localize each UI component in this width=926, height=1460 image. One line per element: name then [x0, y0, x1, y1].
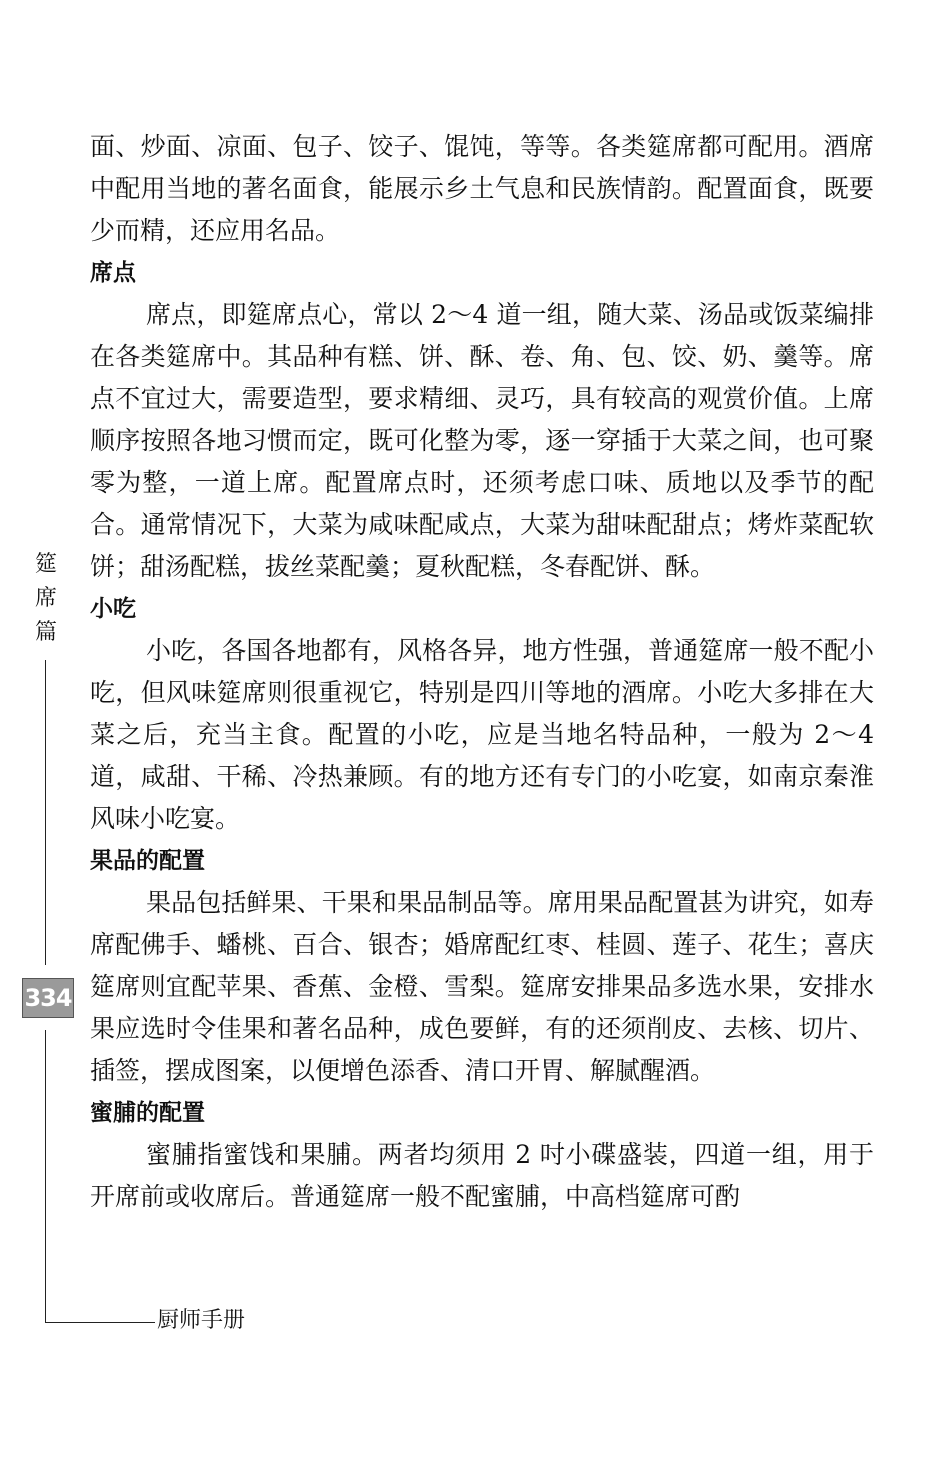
intro-paragraph: 面、炒面、凉面、包子、饺子、馄饨，等等。各类筵席都可配用。酒席中配用当地的著名面食，能展示乡土气息和民族情韵。配置面食，既要少而精，还应用名品。	[90, 132, 874, 245]
chapter-side-title-char: 席	[34, 586, 57, 611]
page-body-text	[90, 126, 874, 1218]
section-paragraph: 小吃，各国各地都有，风格各异，地方性强，普通筵席一般不配小吃，但风味筵席则很重视它，特别是四川等地的酒席。小吃大多排在大菜之后，充当主食。配置的小吃，应是当地名特品种，一般为 2～4 道，咸甜、干稀、冷热兼顾。有的地方还有专门的小吃宴，如南京秦淮风味小吃宴。	[90, 636, 874, 833]
section-heading: 果品的配置	[90, 848, 205, 874]
section-heading: 席点	[90, 260, 136, 286]
margin-rule-lower	[45, 1030, 46, 1323]
chapter-side-title	[33, 548, 59, 650]
footer-rule	[45, 1322, 155, 1323]
section-paragraph: 果品包括鲜果、干果和果品制品等。席用果品配置甚为讲究，如寿席配佛手、蟠桃、百合、银杏；婚席配红枣、桂圆、莲子、花生；喜庆筵席则宜配苹果、香蕉、金橙、雪梨。筵席安排果品多选水果，安排水果应选时令佳果和著名品种，成色要鲜，有的还须削皮、去核、切片、插签，摆成图案，以便增色添香、清口开胃、解腻醒酒。	[90, 888, 874, 1085]
section-paragraph: 席点，即筵席点心，常以 2～4 道一组，随大菜、汤品或饭菜编排在各类筵席中。其品种有糕、饼、酥、卷、角、包、饺、奶、羹等。席点不宜过大，需要造型，要求精细、灵巧，具有较高的观赏价值。上席顺序按照各地习惯而定，既可化整为零，逐一穿插于大菜之间，也可聚零为整，一道上席。配置席点时，还须考虑口味、质地以及季节的配合。通常情况下，大菜为咸味配咸点，大菜为甜味配甜点；烤炸菜配软饼；甜汤配糕，拔丝菜配羹；夏秋配糕，冬春配饼、酥。	[90, 300, 874, 581]
footer-book-title: 厨师手册	[157, 1308, 246, 1333]
section-heading: 蜜脯的配置	[90, 1100, 205, 1126]
margin-rule-upper	[45, 660, 46, 965]
section-heading: 小吃	[90, 596, 136, 622]
chapter-side-title-char: 篇	[34, 620, 57, 645]
chapter-side-title-char: 筵	[34, 552, 57, 577]
section-paragraph: 蜜脯指蜜饯和果脯。两者均须用 2 吋小碟盛装，四道一组，用于开席前或收席后。普通筵席一般不配蜜脯，中高档筵席可酌	[90, 1140, 874, 1211]
page-number: 334	[22, 978, 74, 1018]
